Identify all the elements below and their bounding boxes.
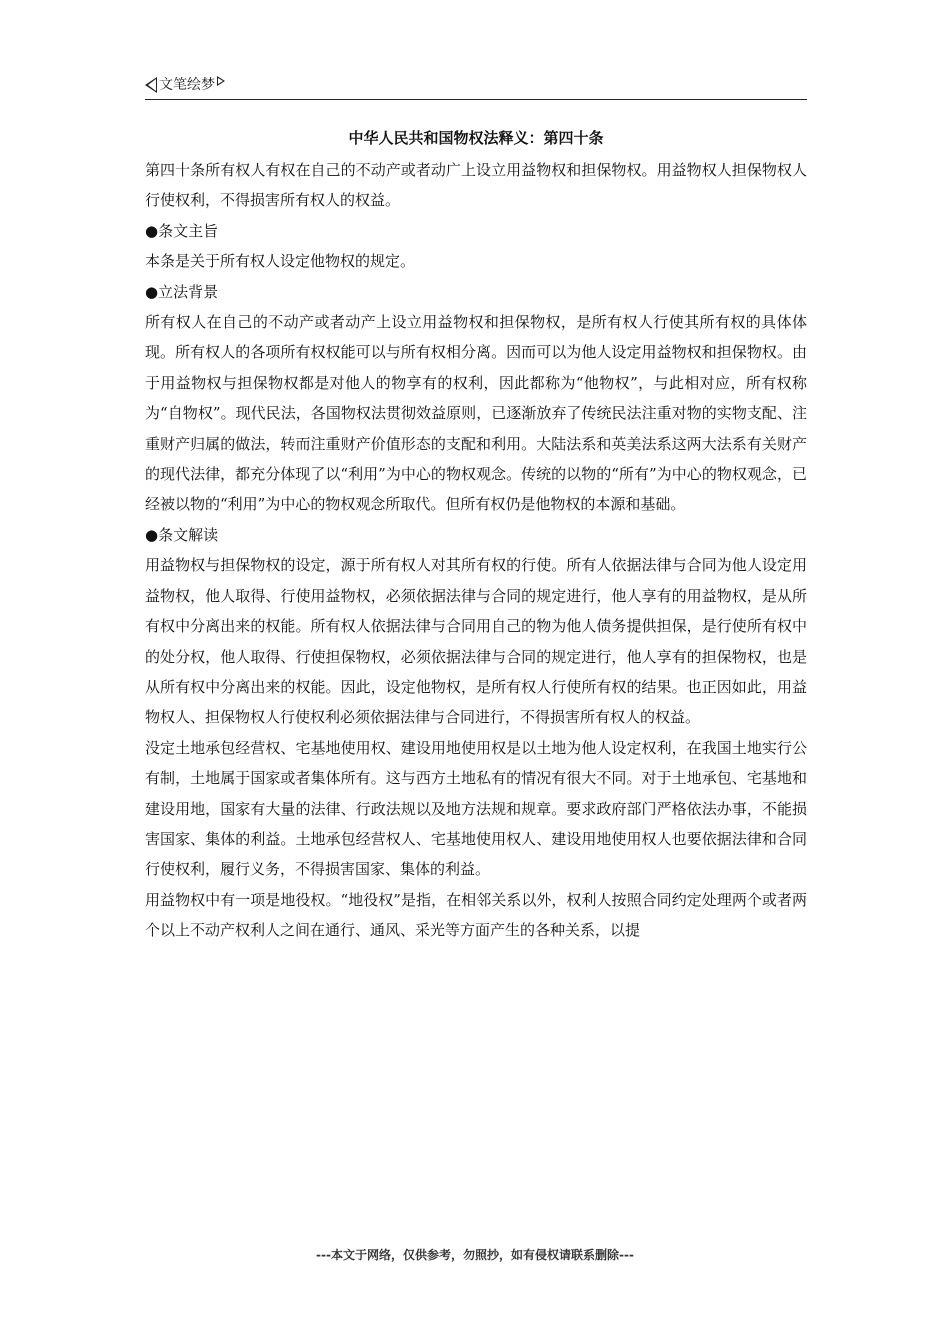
document-body <box>145 155 807 946</box>
right-triangle-icon <box>217 76 225 86</box>
left-triangle-icon <box>145 77 157 93</box>
paragraph-interpretation-2: 没定土地承包经营权、宅基地使用权、建设用地使用权是以土地为他人设定权利，在我国土地实行公有制，土地属于国家或者集体所有。这与西方土地私有的情况有很大不同。对于土地承包、宅基地和建设用地，国家有大量的法律、行政法规以及地方法规和规章。要求政府部门严格依法办事，不能损害国家、集体的利益。土地承包经营权人、宅基地使用权人、建设用地使用权人也要依据法律和合同行使权利，履行义务，不得损害国家、集体的利益。 <box>145 738 807 879</box>
section-heading-background: ●立法背景 <box>145 282 219 301</box>
paragraph-background: 所有权人在自己的不动产或者动产上设立用益物权和担保物权，是所有权人行使其所有权的具体体现。所有权人的各项所有权权能可以与所有权相分离。因而可以为他人设定用益物权和担保物权。由于用益物权与担保物权都是对他人的物享有的权利，因此都称为“他物权”，与此相对应，所有权称为“自物权”。现代民法，各国物权法贯彻效益原则，已逐渐放弃了传统民法注重对物的实物支配、注重财产归属的做法，转而注重财产价值形态的支配和利用。大陆法系和英美法系这两大法系有关财产的现代法律，都充分体现了以“利用”为中心的物权观念。传统的以物的“所有”为中心的物权观念，已经被以物的“利用”为中心的物权观念所取代。但所有权仍是他物权的本源和基础。 <box>145 313 807 514</box>
paragraph-article: 第四十条所有权人有权在自己的不动产或者动广上设立用益物权和担保物权。用益物权人担保物权人行使权利，不得损害所有权人的权益。 <box>145 161 807 210</box>
paragraph-interpretation-1: 用益物权与担保物权的设定，源于所有权人对其所有权的行使。所有人依据法律与合同为他人设定用益物权，他人取得、行使用益物权，必须依据法律与合同的规定进行，他人享有的用益物权，是从所有权中分离出来的权能。所有权人依据法律与合同用自己的物为他人债务提供担保，是行使所有权中的处分权，他人取得、行使担保物权，必须依据法律与合同的规定进行，他人享有的担保物权，也是从所有权中分离出来的权能。因此，设定他物权，是所有权人行使所有权的结果。也正因如此，用益物权人、担保物权人行使权利必须依据法律与合同进行，不得损害所有权人的权益。 <box>145 556 807 727</box>
header-brand <box>145 75 225 95</box>
page-header <box>145 75 807 100</box>
paragraph-purpose: 本条是关于所有权人设定他物权的规定。 <box>145 252 416 271</box>
section-heading-interpretation: ●条文解读 <box>145 525 219 544</box>
document-title: 中华人民共和国物权法释义：第四十条 <box>348 129 604 147</box>
paragraph-interpretation-3: 用益物权中有一项是地役权。“地役权”是指，在相邻关系以外，权利人按照合同约定处理两个或者两个以上不动产权利人之间在通行、通风、采光等方面产生的各种关系，以提 <box>145 890 807 940</box>
brand-text: 文笔绘梦 <box>159 77 215 93</box>
section-heading-purpose: ●条文主旨 <box>145 221 219 240</box>
page-footer-notice: ---本文于网络，仅供参考，勿照抄，如有侵权请联系删除--- <box>316 1248 634 1262</box>
